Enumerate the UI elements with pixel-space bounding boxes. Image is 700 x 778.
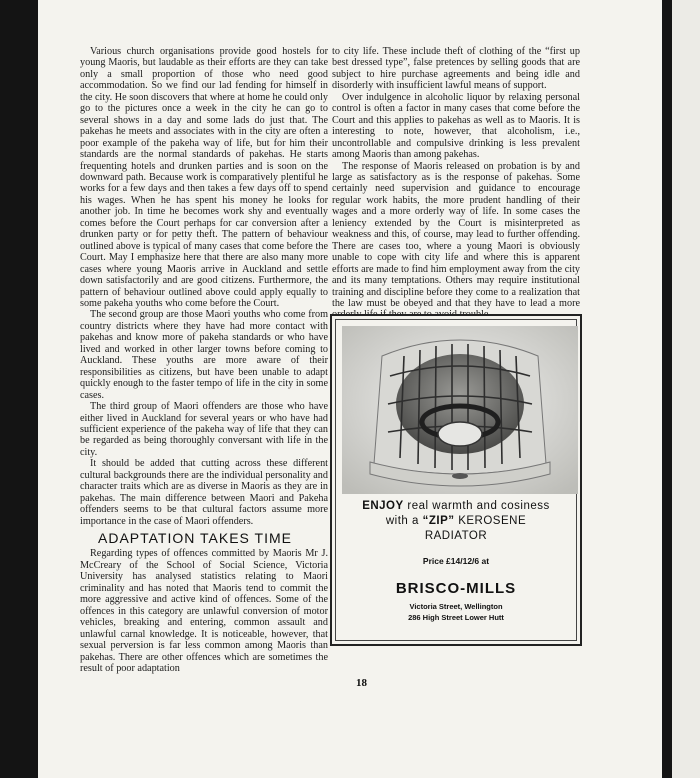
next-page-edge [672,0,700,778]
ad-tagline: real warmth and cosiness [407,500,550,512]
section-heading: ADAPTATION TAKES TIME [98,530,292,547]
paragraph: The second group are those Maori youths who come from country districts where they have had more contact with pakehas and know more of pakeha standards or who have lived and worked in other larger towns before coming to Auckland. These youths are more aware of their responsibilities as citizens, but have been unable to adapt quickly enough to the faster tempo of life in the city in some cases. [80,309,328,401]
paragraph: Over indulgence in alcoholic liquor by relaxing personal control is often a factor in many cases that come before the Court and this applies to pakehas as well as to Maoris. It is interesting to note, however, that alcoholism, i.e., uncontrollable and compulsive drinking is less prevalent among Maoris than among pakehas. [332,91,580,161]
paragraph: Various church organisations provide good hostels for young Maoris, but laudable as their efforts are they can take only a small proportion of those who need good accommodation. So we find our lad fending for himself in the city. He soon discovers that where at home he could only go to the pictures once a week in the city he can go to several shows in a day and some lads do just that. The pakehas he meets and associates with in the city are often a poor example of the pakeha way of life, but for him their standards are the normal standards of pakehas. He starts frequenting hotels and drunken parties and is soon on the downward path. Because work is comparatively plentiful he works for a few days and then takes a few days off to spend his wages. When he has spent his money he looks for another job. In time he becomes work shy and eventually comes before the Court perhaps for car conversion after a drunken party or for petty theft. The pattern of behaviour outlined above is typical of many cases that come before the Court. May I emphasize here that there are also many more cases where young Maoris arrive in Auckland and settle down satisfactorily and are good citizens. Furthermore, the pattern of behaviour outlined above could apply equally to some pakeha youths who come before the Court. [80,46,328,309]
text-column-right [332,46,580,321]
paragraph: It should be added that cutting across these different cultural backgrounds there are the individual personality and character traits which are as diverse in Maoris as they are in pakehas. The main difference between Maori and Pakeha offenders seems to be that cultural factors assume more importance in the case of Maori offenders. [80,458,328,527]
text-column-left [80,46,328,674]
paragraph: Regarding types of offences committed by Maoris Mr J. McCreary of the School of Social Science, Victoria University has analysed statistics relating to Maori criminality and has noted that Maoris tend to commit the more aggressive and active kind of offences. Some of the offences in this category are unlawful conversion of motor vehicles, breaking and entering, common assault and unlawful carnal knowledge. It is noticeable, however, that sexual perversion is far less common among Maoris than pakehas. There are other offences which are sometimes the result of poor adaptation [80,548,328,675]
ad-product-name: “ZIP” [422,515,455,527]
paragraph: The response of Maoris released on probation is by and large as satisfactory as is the response of pakehas. Some certainly need supervision and guidance to encourage regular work habits, the more prudent handling of their wages and a more orderly way of life. In some cases the leniency extended by the Court is misinterpreted as weakness and this, of course, may lead to further offending. There are cases too, where a young Maori is obviously unable to cope with city life and where this is apparent efforts are made to find him employment away from the city and its many temptations. Others may require institutional training and discipline before they come to a realization that the law must be obeyed and that they have to lead a more [332,160,580,309]
paragraph: to city life. These include theft of clothing of the “first up best dressed type”, false pretences by selling goods that are subject to hire purchase agreements and being idle and disorderly with insufficient lawful means of support. [332,46,580,92]
ad-address-lower-hutt: 286 High Street Lower Hutt [408,613,504,622]
ad-kerosene: KEROSENE [458,515,527,527]
advertisement-copy [336,500,576,623]
advertisement-frame [335,319,577,641]
paragraph: The third group of Maori offenders are those who have either lived in Auckland for several years or who have had sufficient experience of the pakeha way of life that they can be regarded as being thoroughly conversant with life in the city. [80,401,328,458]
ad-radiator: RADIATOR [424,530,488,542]
ad-with-a: with a [385,515,419,527]
radiator-illustration [342,326,578,494]
page-number: 18 [356,677,367,689]
ad-enjoy-word: ENJOY [362,500,404,512]
ad-price: Price £14/12/6 at [422,556,490,566]
advertisement [330,314,582,646]
radiator-photo [342,326,578,494]
ad-retailer: BRISCO-MILLS [395,580,517,597]
ad-address-wellington: Victoria Street, Wellington [409,602,503,611]
